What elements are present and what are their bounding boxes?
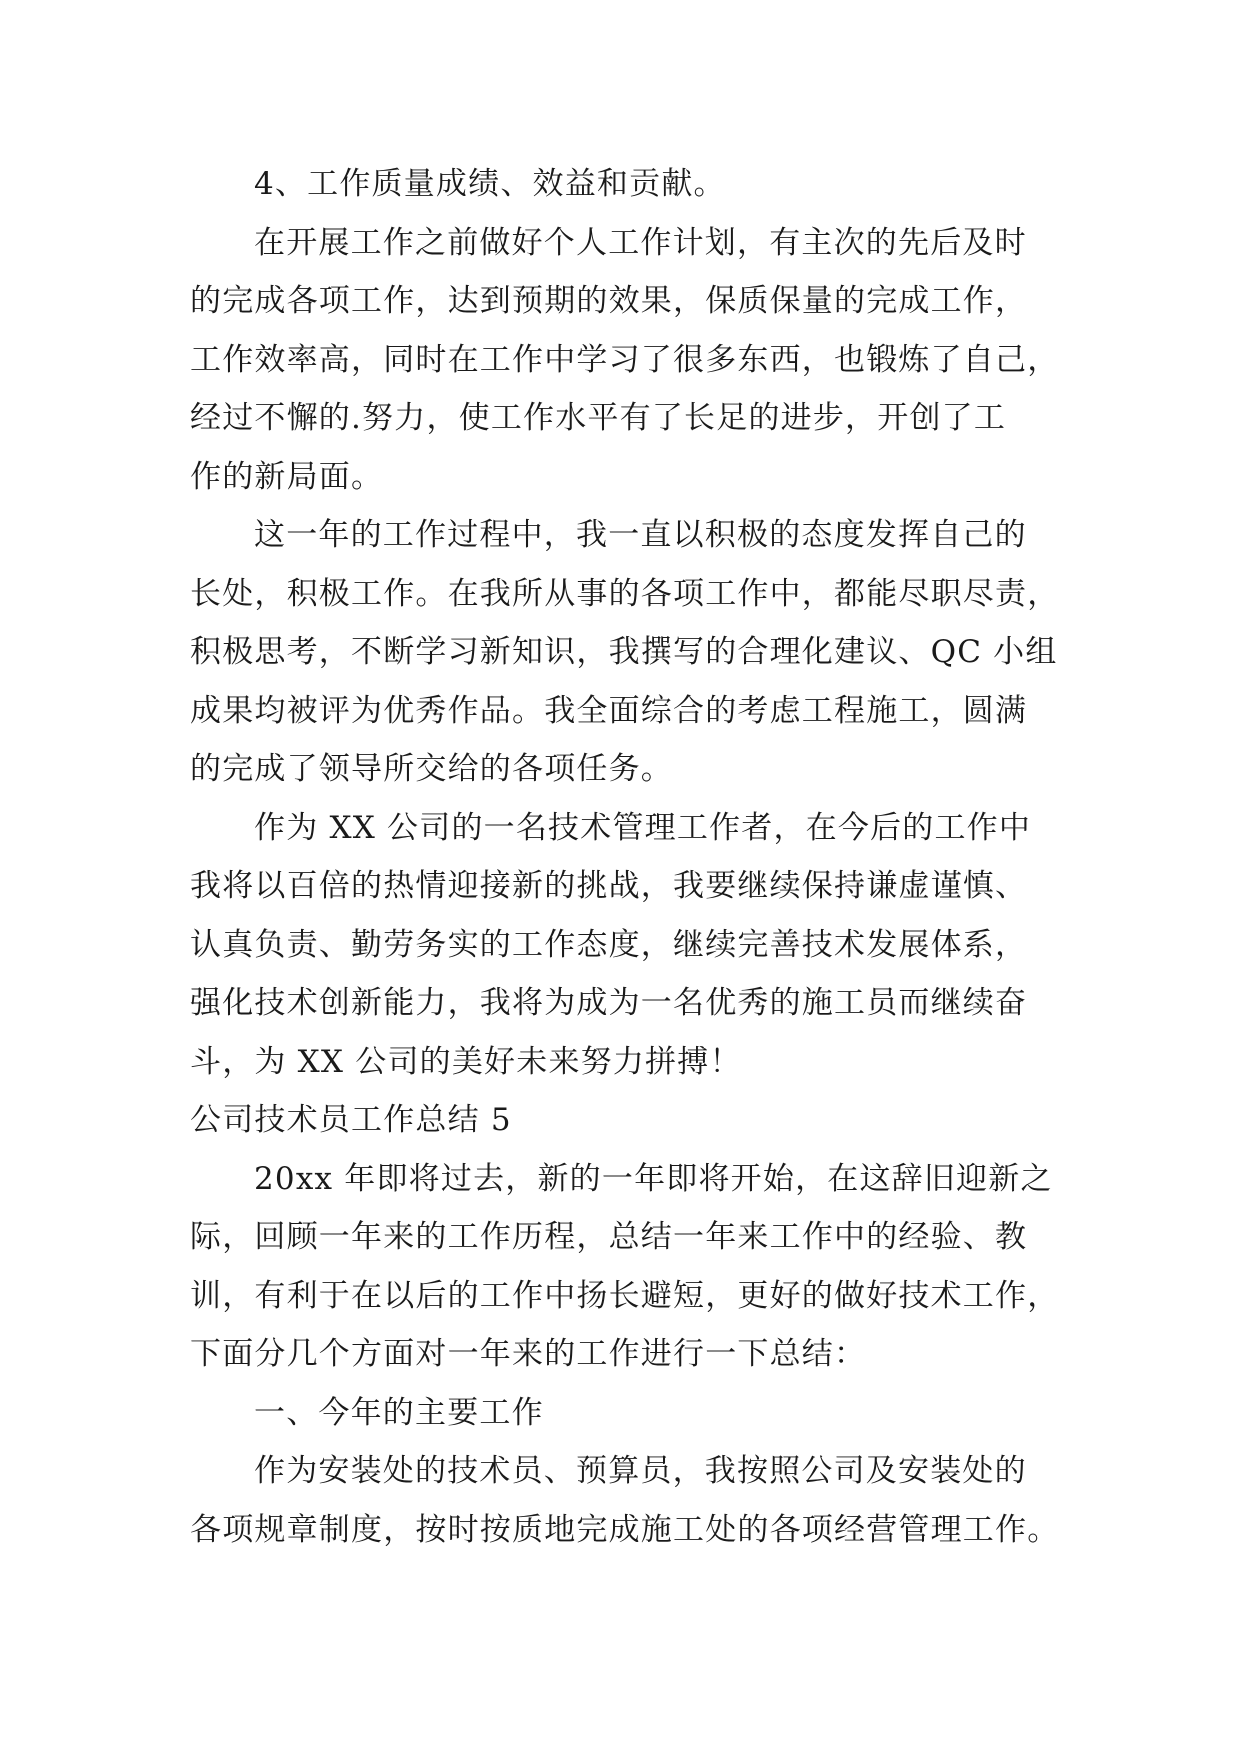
text-line: 这一年的工作过程中，我一直以积极的态度发挥自己的 [254, 517, 1027, 553]
text-line: 认真负责、勤劳务实的工作态度，继续完善技术发展体系， [190, 926, 1028, 963]
section-heading: 公司技术员工作总结 5 [190, 1102, 512, 1138]
text-line: 我将以百倍的热情迎接新的挑战，我要继续保持谦虚谨慎、 [190, 868, 1028, 904]
text-line: 作为安装处的技术员、预算员，我按照公司及安装处的 [254, 1453, 1027, 1489]
text-line: 训，有利于在以后的工作中扬长避短，更好的做好技术工作， [190, 1277, 1060, 1314]
text-line: 经过不懈的.努力，使工作水平有了长足的进步，开创了工 [190, 400, 1007, 436]
text-line: 在开展工作之前做好个人工作计划，有主次的先后及时 [254, 224, 1027, 261]
text-line: 斗，为 XX 公司的美好未来努力拼搏！ [190, 1043, 742, 1080]
subsection-heading: 一、今年的主要工作 [254, 1394, 544, 1431]
text-line: 长处，积极工作。在我所从事的各项工作中，都能尽职尽责， [190, 575, 1060, 612]
text-line: 积极思考，不断学习新知识，我撰写的合理化建议、QC 小组 [190, 634, 1058, 670]
text-line: 的完成了领导所交给的各项任务。 [190, 751, 673, 787]
text-line: 际，回顾一年来的工作历程，总结一年来工作中的经验、教 [190, 1219, 1028, 1255]
text-line: 下面分几个方面对一年来的工作进行一下总结： [190, 1336, 867, 1372]
text-line: 20xx 年即将过去，新的一年即将开始，在这辞旧迎新之 [254, 1160, 1053, 1197]
text-line: 成果均被评为优秀作品。我全面综合的考虑工程施工，圆满 [190, 692, 1028, 729]
text-line: 作为 XX 公司的一名技术管理工作者，在今后的工作中 [254, 809, 1032, 846]
text-line: 强化技术创新能力，我将为成为一名优秀的施工员而继续奋 [190, 985, 1028, 1021]
text-line: 工作效率高，同时在工作中学习了很多东西，也锻炼了自己， [190, 341, 1060, 378]
text-line: 4、工作质量成绩、效益和贡献。 [254, 166, 726, 202]
text-line: 作的新局面。 [190, 458, 384, 495]
text-line: 各项规章制度，按时按质地完成施工处的各项经营管理工作。 [190, 1511, 1060, 1548]
text-line: 的完成各项工作，达到预期的效果，保质保量的完成工作， [190, 283, 1028, 319]
document-page [190, 155, 1070, 1559]
